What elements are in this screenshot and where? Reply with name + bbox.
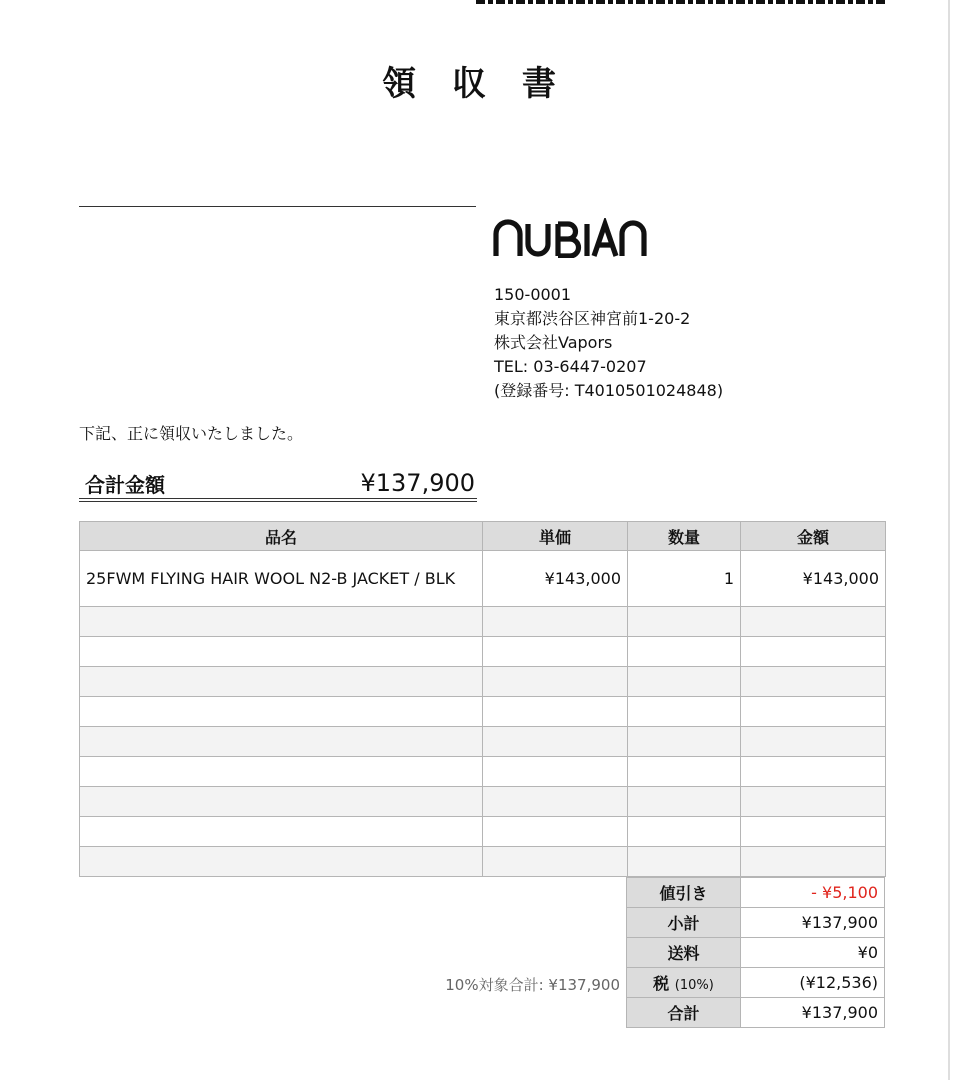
items-header-row <box>80 522 886 551</box>
item-name-cell: 25FWM FLYING HAIR WOOL N2-B JACKET / BLK <box>80 551 483 607</box>
header-amount: 金額 <box>741 522 886 551</box>
empty-cell <box>741 757 886 787</box>
tax-value: (¥12,536) <box>741 968 885 998</box>
summary-row-subtotal <box>627 908 885 938</box>
company-tel: TEL: 03-6447-0207 <box>494 357 647 376</box>
document-title: 領 収 書 <box>382 64 568 104</box>
empty-cell <box>483 607 628 637</box>
summary-row-tax <box>627 968 885 998</box>
postal-code: 150-0001 <box>494 285 572 304</box>
empty-cell <box>483 697 628 727</box>
recipient-name-line <box>79 206 476 207</box>
empty-cell <box>628 667 741 697</box>
received-statement: 下記、正に領収いたしました。 <box>79 424 304 443</box>
company-name: 株式会社Vapors <box>494 333 613 352</box>
empty-cell <box>483 847 628 877</box>
street-address: 東京都渋谷区神宮前1-20-2 <box>494 309 691 328</box>
tax-target-total: 10%対象合計: ¥137,900 <box>445 976 620 994</box>
cropped-header-text <box>476 0 886 4</box>
empty-cell <box>628 727 741 757</box>
empty-cell <box>628 787 741 817</box>
table-row-empty <box>80 787 886 817</box>
empty-cell <box>80 697 483 727</box>
table-row-empty <box>80 607 886 637</box>
tax-label-cell <box>627 968 741 998</box>
tax-rate: (10%) <box>674 978 714 993</box>
empty-cell <box>628 757 741 787</box>
summary-row-total <box>627 998 885 1028</box>
empty-cell <box>741 847 886 877</box>
table-row-empty <box>80 757 886 787</box>
table-row-empty <box>80 727 886 757</box>
subtotal-label: 小計 <box>627 908 741 938</box>
empty-cell <box>628 637 741 667</box>
empty-cell <box>483 667 628 697</box>
empty-cell <box>483 757 628 787</box>
empty-cell <box>628 817 741 847</box>
empty-cell <box>741 727 886 757</box>
company-logo <box>492 218 648 267</box>
empty-cell <box>483 787 628 817</box>
total-amount-box <box>79 464 477 502</box>
empty-cell <box>80 727 483 757</box>
empty-cell <box>741 697 886 727</box>
empty-cell <box>741 667 886 697</box>
shipping-label: 送料 <box>627 938 741 968</box>
empty-cell <box>80 607 483 637</box>
discount-value: - ¥5,100 <box>741 878 885 908</box>
table-row-empty <box>80 637 886 667</box>
empty-cell <box>483 727 628 757</box>
empty-cell <box>628 607 741 637</box>
company-address-block <box>494 283 723 403</box>
empty-cell <box>483 637 628 667</box>
table-row-empty <box>80 817 886 847</box>
header-quantity: 数量 <box>628 522 741 551</box>
header-item-name: 品名 <box>80 522 483 551</box>
empty-cell <box>741 787 886 817</box>
table-row-empty <box>80 697 886 727</box>
table-row-empty <box>80 667 886 697</box>
registration-number: (登録番号: T4010501024848) <box>494 381 724 400</box>
empty-cell <box>80 667 483 697</box>
table-row-empty <box>80 847 886 877</box>
empty-cell <box>483 817 628 847</box>
grand-total-value: ¥137,900 <box>741 998 885 1028</box>
table-row <box>80 551 886 607</box>
empty-cell <box>80 757 483 787</box>
subtotal-value: ¥137,900 <box>741 908 885 938</box>
grand-total-label: 合計 <box>627 998 741 1028</box>
empty-cell <box>80 817 483 847</box>
page-edge <box>948 0 964 1080</box>
empty-cell <box>741 607 886 637</box>
shipping-value: ¥0 <box>741 938 885 968</box>
summary-row-shipping <box>627 938 885 968</box>
quantity-cell: 1 <box>628 551 741 607</box>
empty-cell <box>741 817 886 847</box>
items-table <box>79 521 886 877</box>
unit-price-cell: ¥143,000 <box>483 551 628 607</box>
header-unit-price: 単価 <box>483 522 628 551</box>
empty-cell <box>80 787 483 817</box>
summary-table <box>626 877 885 1028</box>
total-value: ¥137,900 <box>360 469 475 497</box>
nubian-logo-svg <box>492 218 648 258</box>
empty-cell <box>628 847 741 877</box>
discount-label: 値引き <box>627 878 741 908</box>
empty-cell <box>80 847 483 877</box>
total-label: 合計金額 <box>85 473 165 497</box>
summary-row-discount <box>627 878 885 908</box>
tax-label: 税 <box>653 974 670 993</box>
amount-cell: ¥143,000 <box>741 551 886 607</box>
empty-cell <box>741 637 886 667</box>
empty-cell <box>80 637 483 667</box>
empty-cell <box>628 697 741 727</box>
